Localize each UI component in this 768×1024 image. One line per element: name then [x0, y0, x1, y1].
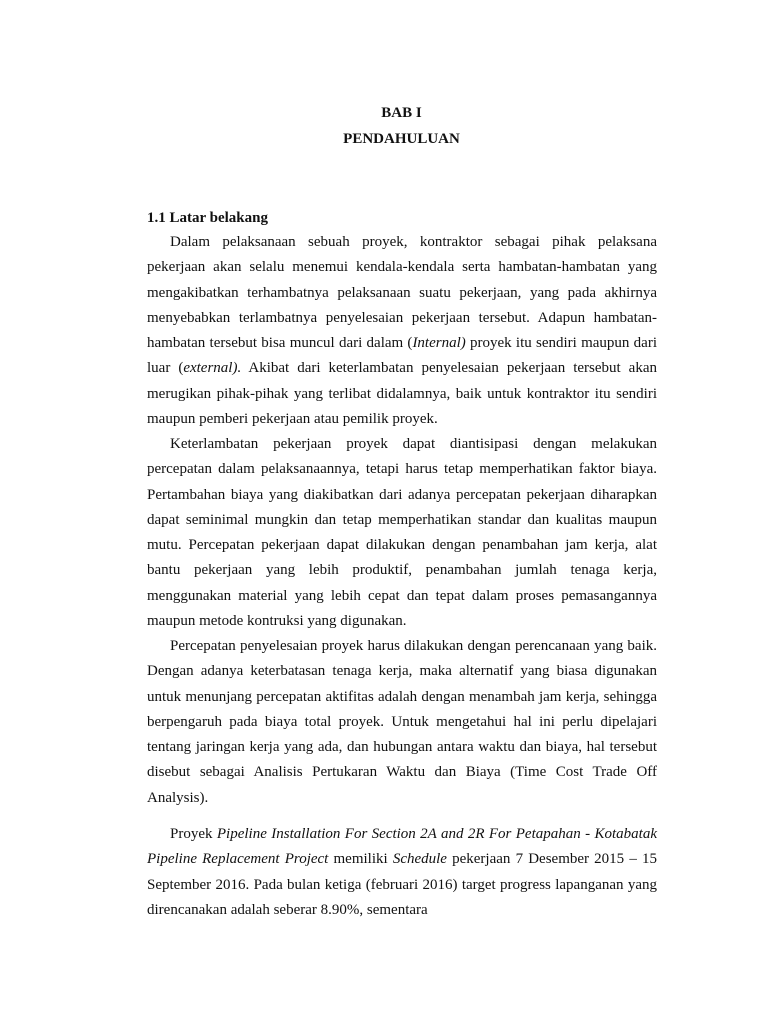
- italic-term: Schedule: [392, 851, 447, 868]
- paragraph-text: Akibat dari keterlambatan penyelesaian pekerjaan tersebut akan merugikan pihak-pihak yang terlibat didalamnya, baik untuk kontraktor itu sendiri maupun pemberi pekerjaan atau pemilik proyek.: [147, 360, 657, 428]
- chapter-title: PENDAHULUAN: [343, 131, 460, 147]
- paragraph-background-1: [147, 230, 657, 432]
- paragraph-background-2: Keterlambatan pekerjaan proyek dapat diantisipasi dengan melakukan percepatan dalam pelaksanaannya, tetapi harus tetap memperhatikan faktor biaya. Pertambahan biaya yang diakibatkan dari adanya percepatan pekerjaan diharapkan dapat seminimal mungkin dan tetap memperhatikan standar dan kualitas maupun mutu. Percepatan pekerjaan dapat dilakukan dengan penambahan jam kerja, alat bantu pekerjaan yang lebih produktif, penambahan jumlah tenaga kerja, menggunakan material yang lebih cepat dan tepat dalam proses pemasangannya maupun metode kontruksi yang digunakan.: [147, 436, 657, 630]
- section-heading: 1.1 Latar belakang: [147, 210, 268, 226]
- paragraph-background-3: Percepatan penyelesaian proyek harus dilakukan dengan perencanaan yang baik. Dengan adanya keterbatasan tenaga kerja, maka alternatif yang biasa digunakan untuk menunjang percepatan aktifitas adalah dengan menambah jam kerja, sehingga berpengaruh pada biaya total proyek. Untuk mengetahui hal ini perlu dipelajari tentang jaringan kerja yang ada, dan hubungan antara waktu dan biaya, hal tersebut disebut sebagai Analisis Pertukaran Waktu dan Biaya (Time Cost Trade Off Analysis).: [147, 638, 657, 806]
- paragraph-text: proyek itu sendiri maupun dari luar (: [147, 335, 657, 377]
- paragraph-background-4: [147, 822, 657, 923]
- project-name: Pipeline Installation For Section 2A and 2R For Petapahan - Kotabatak Pipeline Replacement Project: [147, 826, 657, 868]
- italic-term: Internal): [412, 335, 466, 352]
- paragraph-text: memiliki: [328, 851, 393, 868]
- paragraph-text: Proyek: [170, 826, 217, 842]
- italic-term: external).: [183, 360, 242, 377]
- paragraph-text: Dalam pelaksanaan sebuah proyek, kontraktor sebagai pihak pelaksana pekerjaan akan selalu menemui kendala-kendala serta hambatan-hambatan yang mengakibatkan terhambatnya pelaksanaan suatu pekerjaan, yang pada akhirnya menyebabkan terlambatnya penyelesaian pekerjaan tersebut. Adapun hambatan-hambatan tersebut bisa muncul dari dalam (: [147, 234, 657, 352]
- paragraph-text: pekerjaan 7 Desember 2015 – 15 September 2016. Pada bulan ketiga (februari 2016) target progress lapanganan yang direncanakan adalah seberar 8.90%, sementara: [147, 851, 657, 918]
- chapter-label: BAB I: [381, 105, 422, 121]
